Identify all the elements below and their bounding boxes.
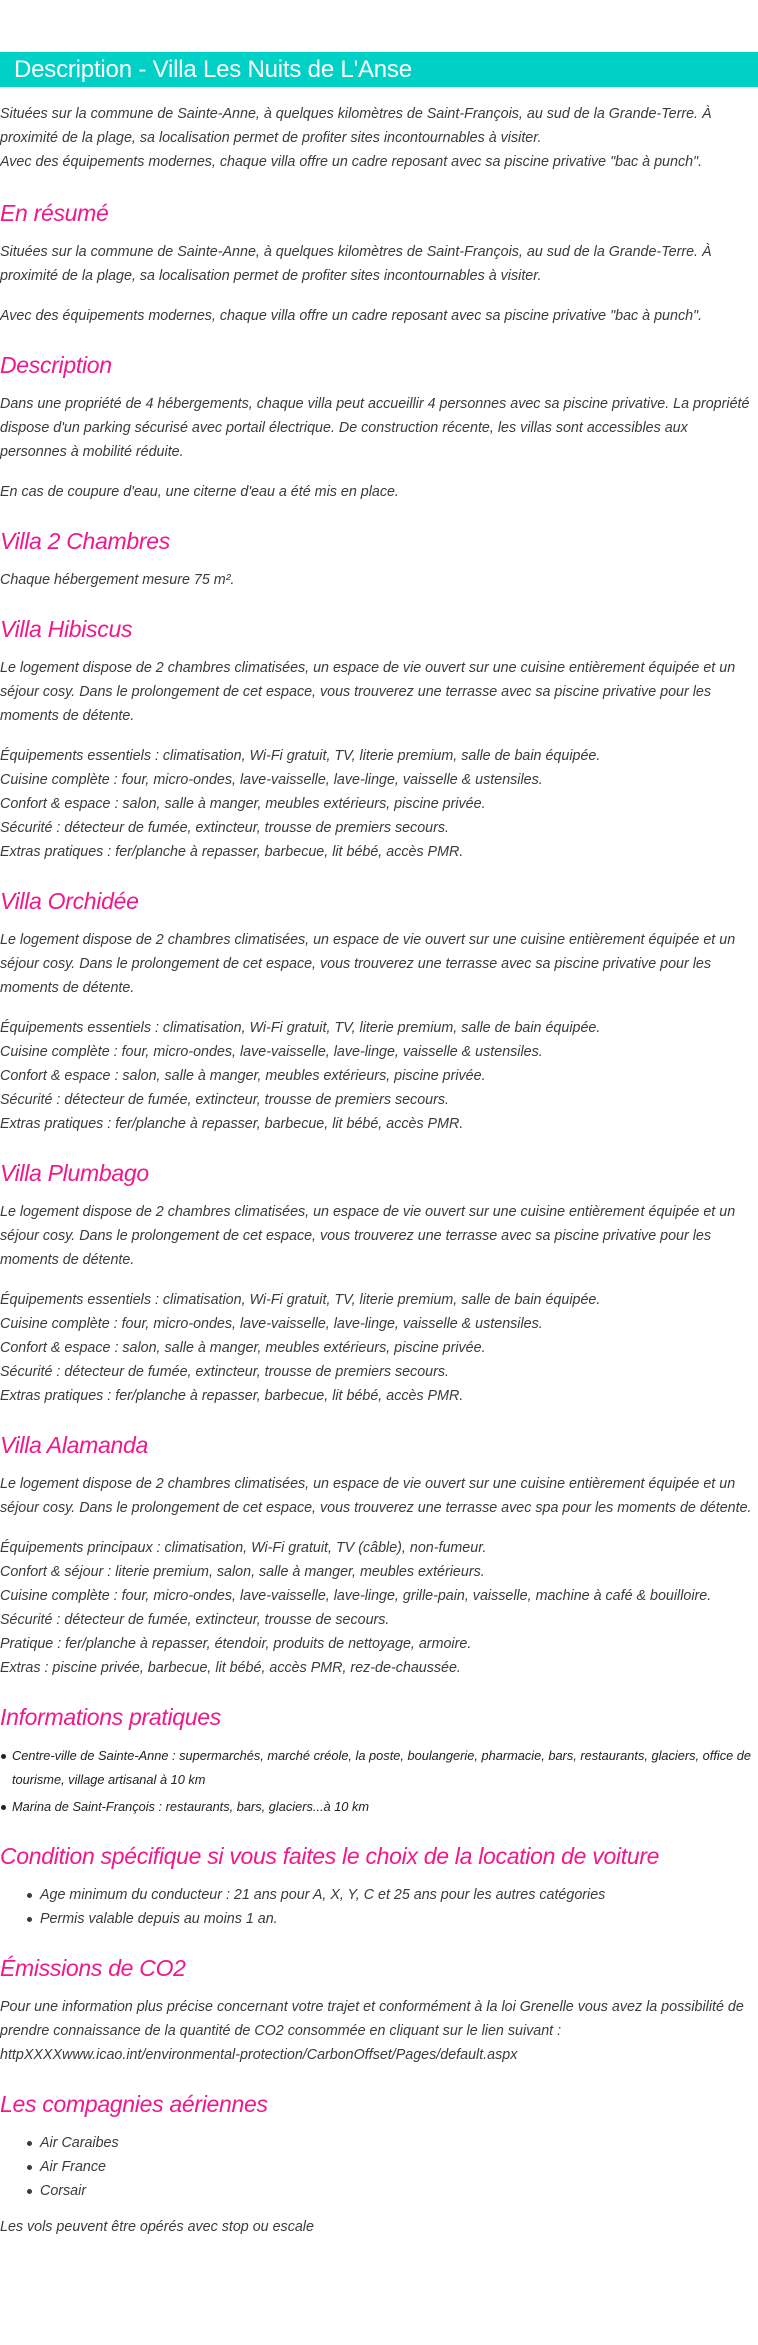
equipment-line: Équipements essentiels : climatisation, Wi-Fi gratuit, TV, literie premium, salle de bain équipée.	[0, 1020, 601, 1036]
section-heading: Les compagnies aériennes	[0, 2091, 268, 2117]
summary-paragraph: Avec des équipements modernes, chaque villa offre un cadre reposant avec sa piscine privative "bac à punch".	[0, 308, 703, 324]
page-title: Description - Villa Les Nuits de L'Anse	[0, 52, 758, 87]
equipment-line: Cuisine complète : four, micro-ondes, lave-vaisselle, lave-linge, grille-pain, vaisselle, machine à café & bouilloire.	[0, 1588, 712, 1604]
description-paragraph: En cas de coupure d'eau, une citerne d'eau a été mis en place.	[0, 484, 399, 500]
size-paragraph: Chaque hébergement mesure 75 m².	[0, 572, 235, 588]
section-heading: Villa Plumbago	[0, 1160, 149, 1186]
list-item: Air Caraibes	[27, 2131, 758, 2155]
section-heading: Condition spécifique si vous faites le choix de la location de voiture	[0, 1843, 660, 1869]
equipment-line: Sécurité : détecteur de fumée, extincteur, trousse de premiers secours.	[0, 820, 449, 836]
list-item: Marina de Saint-François : restaurants, bars, glaciers...à 10 km	[0, 1795, 758, 1819]
summary-paragraph: Situées sur la commune de Sainte-Anne, à quelques kilomètres de Saint-François, au sud de la Grande-Terre. À proximité de la plage, sa localisation permet de profiter sites incontournables à visiter.	[0, 244, 712, 284]
equipment-line: Cuisine complète : four, micro-ondes, lave-vaisselle, lave-linge, vaisselle & ustensiles.	[0, 1316, 543, 1332]
car-rental-section	[0, 1841, 758, 1931]
intro-paragraph: Avec des équipements modernes, chaque villa offre un cadre reposant avec sa piscine privative "bac à punch".	[0, 154, 703, 170]
equipment-line: Pratique : fer/planche à repasser, étendoir, produits de nettoyage, armoire.	[0, 1636, 472, 1652]
villa-orchidee-section	[0, 886, 758, 1136]
summary-section	[0, 198, 758, 328]
intro-block	[0, 102, 758, 174]
equipment-line: Extras : piscine privée, barbecue, lit bébé, accès PMR, rez-de-chaussée.	[0, 1660, 461, 1676]
equipment-line: Extras pratiques : fer/planche à repasser, barbecue, lit bébé, accès PMR.	[0, 844, 464, 860]
section-heading: En résumé	[0, 200, 109, 226]
intro-paragraph: Situées sur la commune de Sainte-Anne, à quelques kilomètres de Saint-François, au sud de la Grande-Terre. À proximité de la plage, sa localisation permet de profiter sites incontournables à visiter.	[0, 106, 712, 146]
equipment-line: Sécurité : détecteur de fumée, extincteur, trousse de secours.	[0, 1612, 390, 1628]
villa-paragraph: Le logement dispose de 2 chambres climatisées, un espace de vie ouvert sur une cuisine entièrement équipée et un séjour cosy. Dans le prolongement de cet espace, vous trouverez une terrasse avec sa piscine privative pour les moments de détente.	[0, 1204, 736, 1268]
villa-2-chambres-section	[0, 526, 758, 592]
villa-paragraph: Le logement dispose de 2 chambres climatisées, un espace de vie ouvert sur une cuisine entièrement équipée et un séjour cosy. Dans le prolongement de cet espace, vous trouverez une terrasse avec sa piscine privative pour les moments de détente.	[0, 660, 736, 724]
car-conditions-list	[0, 1883, 758, 1931]
equipment-line: Confort & espace : salon, salle à manger, meubles extérieurs, piscine privée.	[0, 796, 486, 812]
practical-info-section	[0, 1702, 758, 1819]
co2-section	[0, 1953, 758, 2067]
equipment-line: Équipements essentiels : climatisation, Wi-Fi gratuit, TV, literie premium, salle de bain équipée.	[0, 1292, 601, 1308]
equipment-list	[0, 1536, 758, 1680]
practical-list	[0, 1744, 758, 1819]
equipment-line: Sécurité : détecteur de fumée, extincteur, trousse de premiers secours.	[0, 1364, 449, 1380]
villa-plumbago-section	[0, 1158, 758, 1408]
list-item: Corsair	[27, 2179, 758, 2203]
list-item: Permis valable depuis au moins 1 an.	[27, 1907, 758, 1931]
equipment-line: Équipements principaux : climatisation, Wi-Fi gratuit, TV (câble), non-fumeur.	[0, 1540, 487, 1556]
equipment-line: Sécurité : détecteur de fumée, extincteur, trousse de premiers secours.	[0, 1092, 449, 1108]
villa-alamanda-section	[0, 1430, 758, 1680]
airlines-list	[0, 2131, 758, 2203]
section-heading: Informations pratiques	[0, 1704, 221, 1730]
villa-paragraph: Le logement dispose de 2 chambres climatisées, un espace de vie ouvert sur une cuisine entièrement équipée et un séjour cosy. Dans le prolongement de cet espace, vous trouverez une terrasse avec sa piscine privative pour les moments de détente.	[0, 932, 736, 996]
section-heading: Villa Orchidée	[0, 888, 139, 914]
section-heading: Villa 2 Chambres	[0, 528, 170, 554]
description-paragraph: Dans une propriété de 4 hébergements, chaque villa peut accueillir 4 personnes avec sa piscine privative. La propriété dispose d'un parking sécurisé avec portail électrique. De construction récente, les villas sont accessibles aux personnes à mobilité réduite.	[0, 396, 750, 460]
section-heading: Description	[0, 352, 112, 378]
equipment-line: Cuisine complète : four, micro-ondes, lave-vaisselle, lave-linge, vaisselle & ustensiles.	[0, 772, 543, 788]
villa-paragraph: Le logement dispose de 2 chambres climatisées, un espace de vie ouvert sur une cuisine entièrement équipée et un séjour cosy. Dans le prolongement de cet espace, vous trouverez une terrasse avec spa pour les moments de détente.	[0, 1476, 752, 1516]
equipment-line: Extras pratiques : fer/planche à repasser, barbecue, lit bébé, accès PMR.	[0, 1116, 464, 1132]
section-heading: Émissions de CO2	[0, 1955, 186, 1981]
equipment-list	[0, 744, 758, 864]
equipment-line: Confort & séjour : literie premium, salon, salle à manger, meubles extérieurs.	[0, 1564, 485, 1580]
equipment-line: Confort & espace : salon, salle à manger, meubles extérieurs, piscine privée.	[0, 1068, 486, 1084]
equipment-list	[0, 1288, 758, 1408]
equipment-line: Cuisine complète : four, micro-ondes, lave-vaisselle, lave-linge, vaisselle & ustensiles.	[0, 1044, 543, 1060]
villa-hibiscus-section	[0, 614, 758, 864]
equipment-line: Confort & espace : salon, salle à manger, meubles extérieurs, piscine privée.	[0, 1340, 486, 1356]
section-heading: Villa Alamanda	[0, 1432, 148, 1458]
equipment-line: Extras pratiques : fer/planche à repasser, barbecue, lit bébé, accès PMR.	[0, 1388, 464, 1404]
equipment-line: Équipements essentiels : climatisation, Wi-Fi gratuit, TV, literie premium, salle de bain équipée.	[0, 748, 601, 764]
list-item: Age minimum du conducteur : 21 ans pour A, X, Y, C et 25 ans pour les autres catégories	[27, 1883, 758, 1907]
list-item: Air France	[27, 2155, 758, 2179]
flights-note: Les vols peuvent être opérés avec stop ou escale	[0, 2219, 314, 2235]
section-heading: Villa Hibiscus	[0, 616, 133, 642]
equipment-list	[0, 1016, 758, 1136]
description-section	[0, 350, 758, 504]
list-item: Centre-ville de Sainte-Anne : supermarchés, marché créole, la poste, boulangerie, pharmacie, bars, restaurants, glaciers, office de tourisme, village artisanal à 10 km	[0, 1744, 758, 1792]
co2-paragraph: Pour une information plus précise concernant votre trajet et conformément à la loi Grenelle vous avez la possibilité de prendre connaissance de la quantité de CO2 consommée en cliquant sur le lien suivant : httpXXXXwww.icao.int/environmental-protection/CarbonOffset/Pages/default.aspx	[0, 1999, 744, 2063]
airlines-section	[0, 2089, 758, 2239]
